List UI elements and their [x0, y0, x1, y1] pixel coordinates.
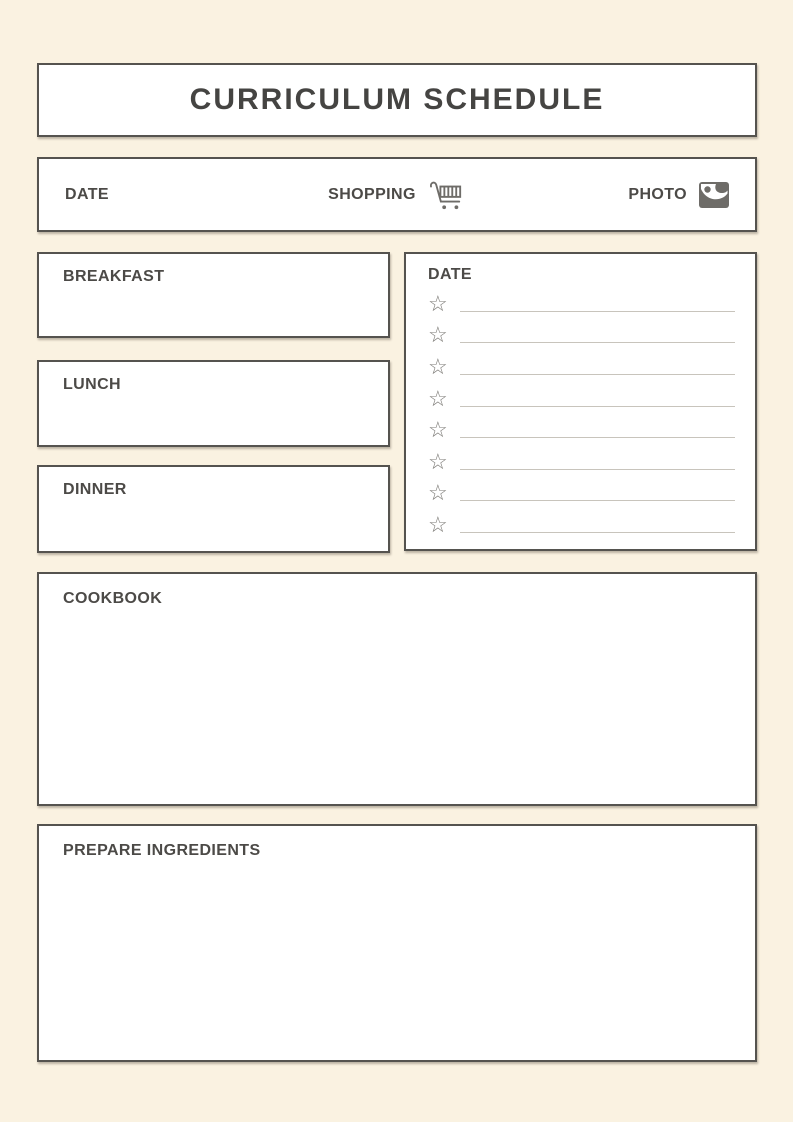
star-icon[interactable]: ☆	[428, 322, 448, 348]
cookbook-input-area[interactable]	[41, 618, 753, 802]
date-list-row	[428, 351, 735, 383]
date-list-row	[428, 446, 735, 478]
date-entry-line[interactable]	[460, 468, 735, 470]
date-list-label: DATE	[428, 266, 472, 283]
header-date-section[interactable]	[65, 186, 286, 204]
lunch-input-area[interactable]	[41, 400, 386, 443]
date-entry-line[interactable]	[460, 436, 735, 438]
date-entry-line[interactable]	[460, 405, 735, 407]
date-label: DATE	[65, 185, 109, 203]
date-list-row	[428, 478, 735, 510]
header-photo-section[interactable]	[508, 182, 729, 208]
header-shopping-section[interactable]	[286, 179, 507, 211]
breakfast-box	[37, 252, 390, 338]
cookbook-label: COOKBOOK	[63, 590, 163, 607]
star-icon[interactable]: ☆	[428, 290, 448, 316]
date-entry-line[interactable]	[460, 373, 735, 375]
dinner-box	[37, 465, 390, 553]
date-list-row	[428, 288, 735, 320]
title-box	[37, 63, 757, 137]
star-icon[interactable]: ☆	[428, 385, 448, 411]
star-icon[interactable]: ☆	[428, 417, 448, 443]
dinner-label: DINNER	[63, 481, 127, 498]
star-icon[interactable]: ☆	[428, 480, 448, 506]
dinner-input-area[interactable]	[41, 505, 386, 549]
date-entry-line[interactable]	[460, 531, 735, 533]
date-list-row	[428, 509, 735, 541]
date-list	[428, 288, 735, 541]
lunch-label: LUNCH	[63, 376, 121, 393]
date-entry-line[interactable]	[460, 341, 735, 343]
shopping-label: SHOPPING	[328, 185, 416, 203]
photo-icon	[699, 182, 729, 208]
page-title: CURRICULUM SCHEDULE	[189, 83, 605, 116]
prepare-ingredients-label: PREPARE INGREDIENTS	[63, 842, 261, 859]
star-icon[interactable]: ☆	[428, 448, 448, 474]
breakfast-label: BREAKFAST	[63, 268, 165, 285]
date-entry-line[interactable]	[460, 499, 735, 501]
star-icon[interactable]: ☆	[428, 353, 448, 379]
date-list-row	[428, 320, 735, 352]
shopping-cart-icon	[428, 179, 466, 211]
cookbook-box	[37, 572, 757, 806]
prepare-ingredients-input-area[interactable]	[41, 870, 753, 1058]
photo-label: PHOTO	[628, 185, 687, 203]
star-icon[interactable]: ☆	[428, 511, 448, 537]
lunch-box	[37, 360, 390, 447]
breakfast-input-area[interactable]	[41, 292, 386, 334]
prepare-ingredients-box	[37, 824, 757, 1062]
date-list-row	[428, 383, 735, 415]
header-strip	[37, 157, 757, 232]
date-entry-line[interactable]	[460, 310, 735, 312]
date-list-box	[404, 252, 757, 551]
date-list-row	[428, 414, 735, 446]
